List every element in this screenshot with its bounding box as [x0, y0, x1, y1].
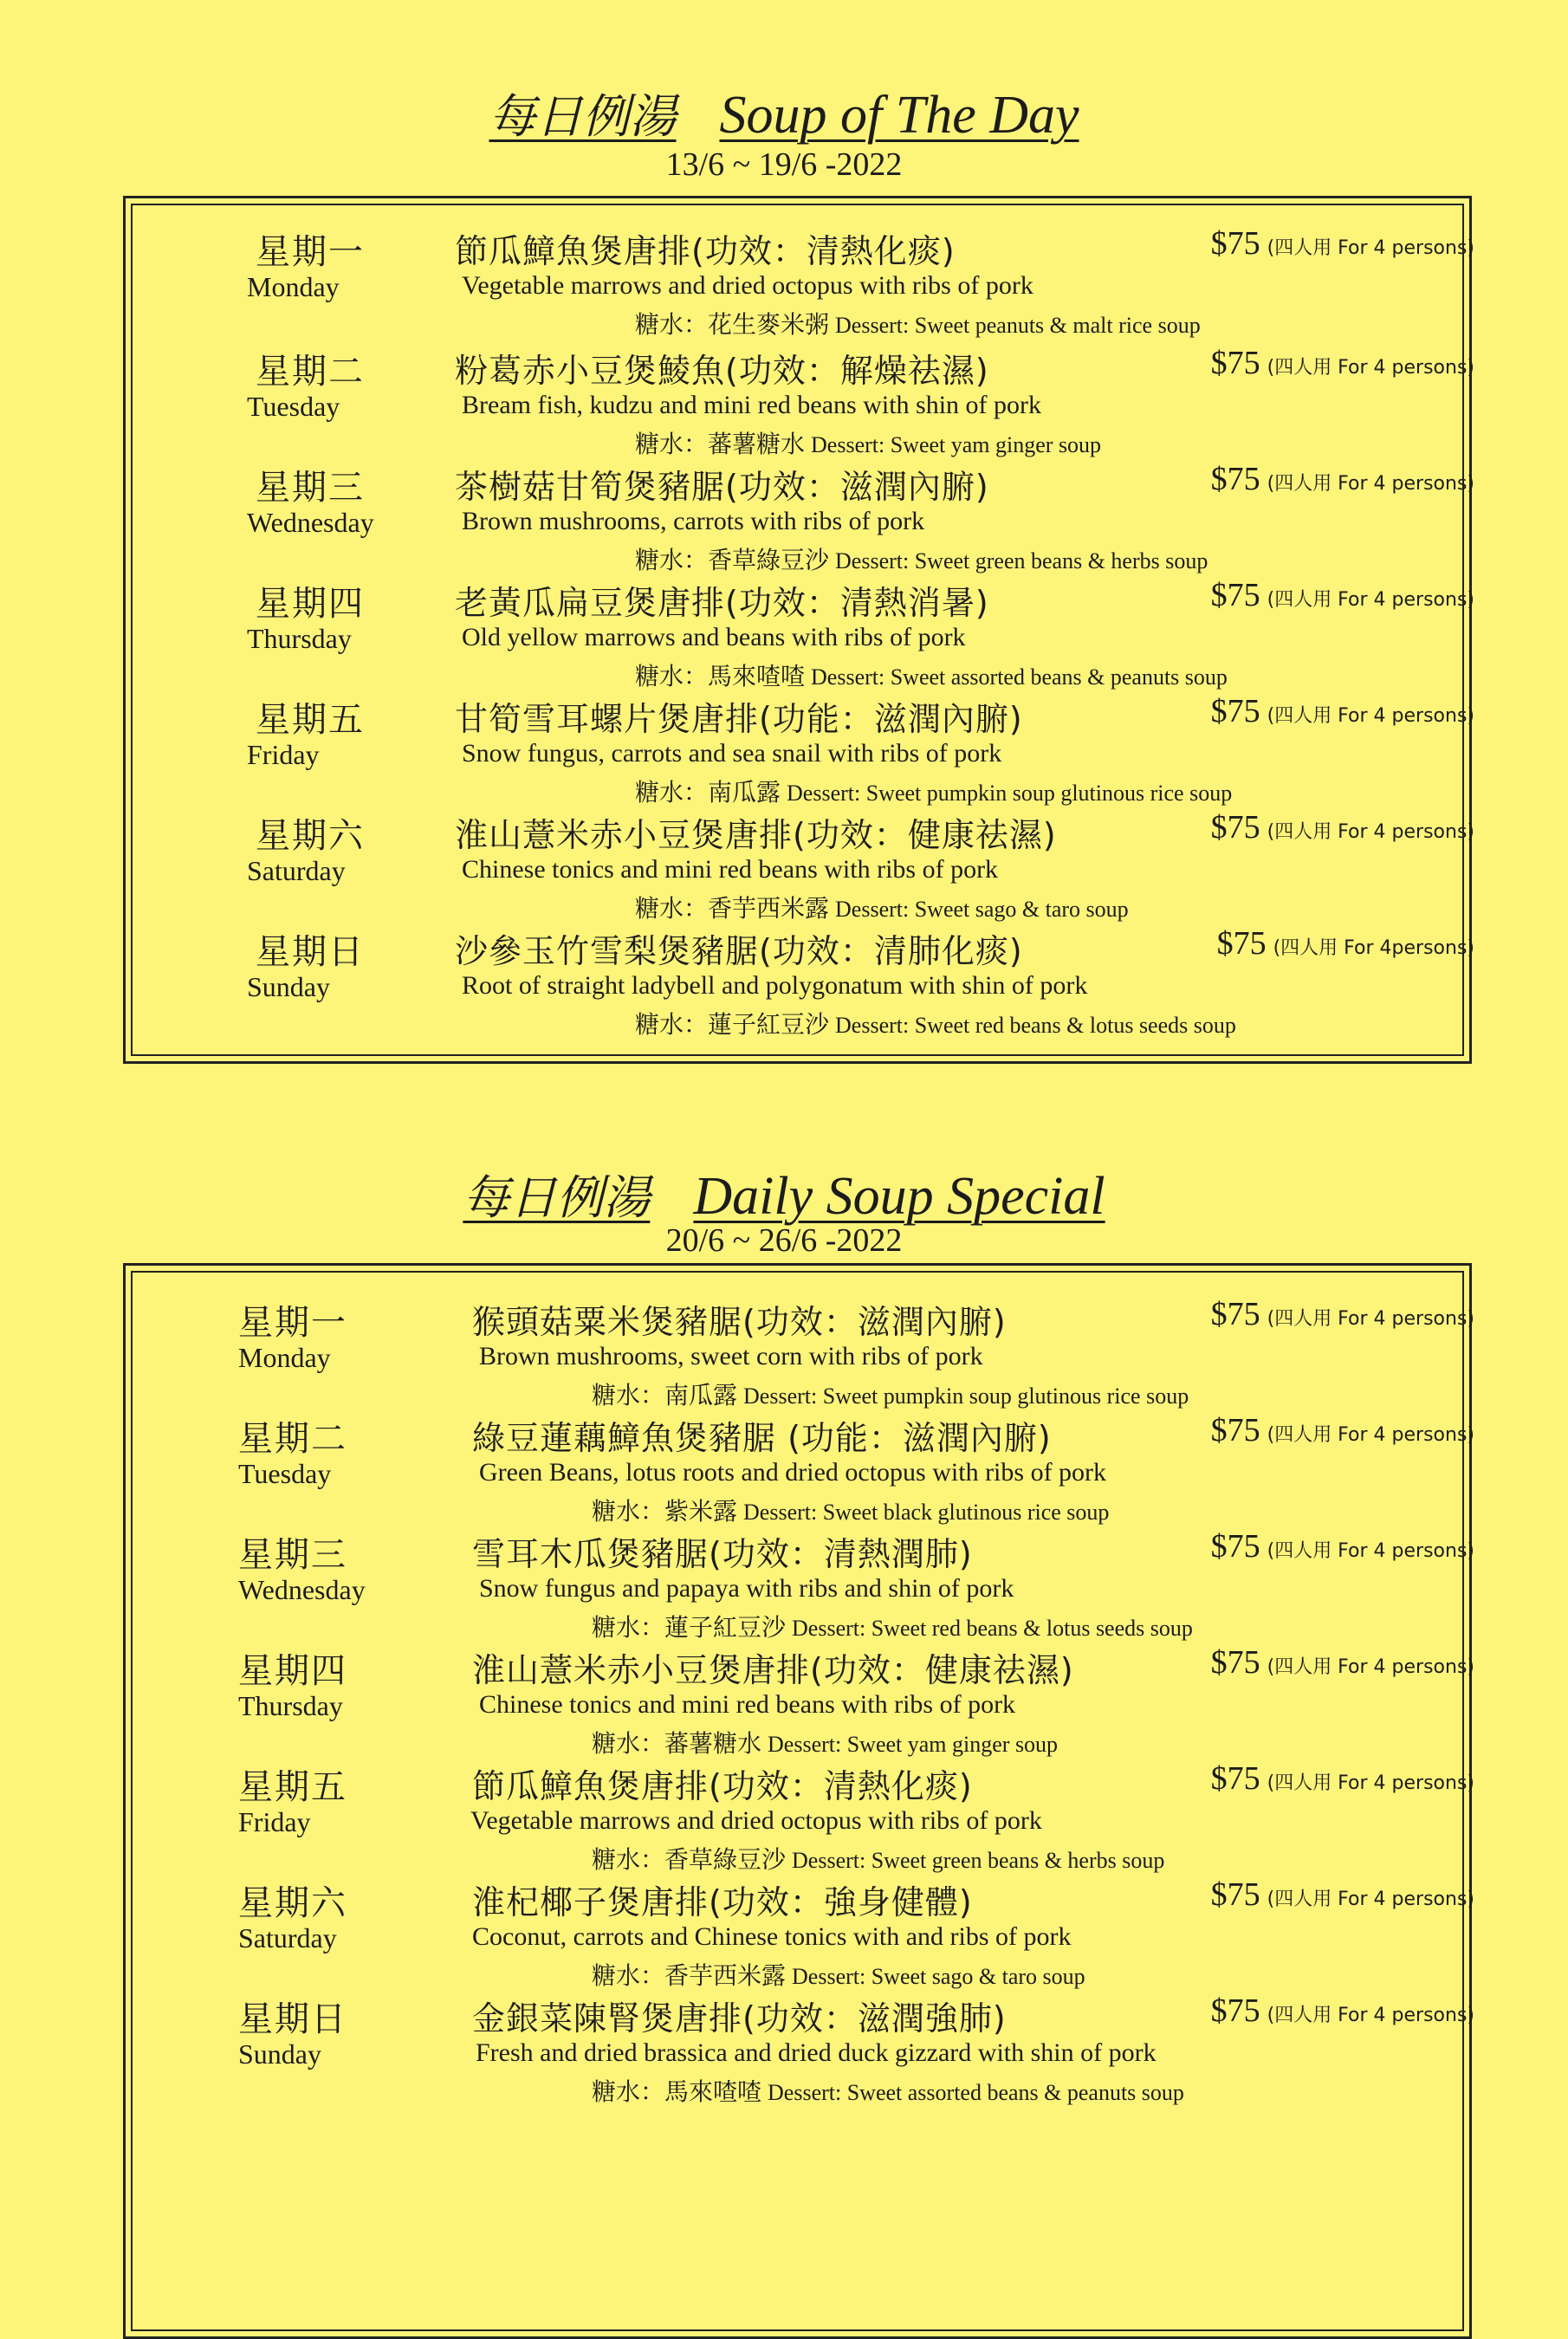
soup-name-zh: 金銀菜陳腎煲唐排(功效：滋潤強肺)	[472, 1999, 1007, 2038]
dessert-zh: 糖水：南瓜露	[592, 1381, 738, 1409]
dessert	[592, 1609, 1193, 1643]
dessert-zh: 糖水：香芋西米露	[635, 894, 830, 923]
price-note: (四人用 For 4 persons)	[1267, 1308, 1474, 1330]
day-zh: 星期一	[256, 232, 365, 272]
price-note: (四人用 For 4 persons)	[1267, 705, 1474, 727]
dessert	[635, 425, 1101, 460]
dessert-zh: 糖水：馬來喳喳	[592, 2077, 762, 2106]
dessert	[635, 541, 1208, 576]
dessert	[592, 1377, 1189, 1411]
price	[1211, 344, 1474, 382]
day-en: Saturday	[247, 855, 346, 886]
price-value: $75	[1210, 1992, 1260, 2029]
soup-name-zh: 節瓜鱆魚煲唐排(功效：清熱化痰)	[472, 1767, 973, 1805]
price-note: (四人用 For 4 persons)	[1267, 1424, 1474, 1446]
dessert	[635, 306, 1201, 340]
soup-name-zh: 節瓜鱆魚煲唐排(功效：清熱化痰)	[455, 232, 956, 270]
price-note: (四人用 For 4 persons)	[1267, 1656, 1474, 1678]
soup-name-zh: 老黃瓜扁豆煲唐排(功效：清熱消暑)	[455, 584, 989, 622]
dessert-en: Dessert: Sweet yam ginger soup	[768, 1732, 1059, 1757]
price-value: $75	[1210, 1644, 1260, 1681]
price-note: (四人用 For 4 persons)	[1267, 2005, 1474, 2026]
day-en: Tuesday	[238, 1458, 332, 1489]
day-en: Monday	[238, 1342, 331, 1373]
price-note: (四人用 For 4 persons)	[1267, 357, 1474, 379]
price-note: (四人用 For 4 persons)	[1267, 1540, 1474, 1562]
soup-name-en: Snow fungus, carrots and sea snail with ribs of pork	[462, 739, 1002, 768]
dessert-zh: 糖水：紫米露	[592, 1497, 738, 1526]
day-zh: 星期六	[256, 816, 365, 856]
price-note: (四人用 For 4 persons)	[1267, 1772, 1474, 1794]
date-range: 13/6 ~ 19/6 -2022	[665, 146, 903, 183]
price	[1211, 1643, 1474, 1681]
soup-name-zh: 粉葛赤小豆煲鯪魚(功效：解燥祛濕)	[455, 352, 989, 390]
soup-name-en: Brown mushrooms, sweet corn with ribs of pork	[479, 1342, 983, 1370]
price-note: (四人用 For 4 persons)	[1267, 1889, 1474, 1910]
menu-box	[123, 1263, 1472, 2339]
soup-name-zh: 淮山薏米赤小豆煲唐排(功效：健康祛濕)	[472, 1651, 1074, 1689]
dessert-en: Dessert: Sweet sago & taro soup	[835, 897, 1129, 922]
price-value: $75	[1210, 693, 1260, 729]
dessert-zh: 糖水：馬來喳喳	[635, 662, 806, 690]
soup-name-zh: 淮山薏米赤小豆煲唐排(功效：健康祛濕)	[455, 816, 1057, 854]
day-zh: 星期五	[256, 700, 365, 740]
price	[1211, 224, 1474, 262]
menu-title-en: Daily Soup Special	[693, 1167, 1105, 1226]
day-zh: 星期二	[256, 352, 365, 392]
price-note: (四人用 For 4 persons)	[1267, 589, 1474, 611]
soup-name-en: Brown mushrooms, carrots with ribs of pork	[462, 507, 925, 535]
dessert-en: Dessert: Sweet pumpkin soup glutinous rice soup	[743, 1383, 1189, 1409]
soup-name-zh: 雪耳木瓜煲豬腒(功效：清熱潤肺)	[472, 1535, 973, 1573]
day-zh: 星期三	[256, 468, 365, 508]
price-note: (四人用 For 4 persons)	[1267, 821, 1474, 843]
dessert-en: Dessert: Sweet assorted beans & peanuts soup	[811, 664, 1228, 690]
soup-name-en: Green Beans, lotus roots and dried octopus with ribs of pork	[479, 1458, 1107, 1487]
dessert-en: Dessert: Sweet assorted beans & peanuts soup	[768, 2080, 1184, 2105]
price-value: $75	[1210, 577, 1260, 613]
dessert-en: Dessert: Sweet red beans & lotus seeds soup	[835, 1013, 1236, 1038]
dessert	[635, 1006, 1236, 1040]
menu-title-en: Soup of The Day	[719, 86, 1079, 145]
price	[1211, 808, 1474, 846]
dessert	[592, 1841, 1164, 1876]
day-zh: 星期六	[238, 1883, 347, 1923]
day-zh: 星期五	[238, 1767, 347, 1807]
soup-name-en: Bream fish, kudzu and mini red beans with shin of pork	[462, 391, 1042, 419]
price-value: $75	[1210, 1760, 1260, 1797]
dessert	[592, 1957, 1085, 1992]
dessert-en: Dessert: Sweet green beans & herbs soup	[792, 1848, 1165, 1873]
soup-name-zh: 淮杞椰子煲唐排(功效：強身健體)	[472, 1883, 973, 1921]
soup-name-en: Old yellow marrows and beans with ribs of pork	[462, 623, 966, 651]
price	[1211, 1527, 1474, 1565]
price	[1217, 924, 1474, 962]
soup-name-zh: 猴頭菇粟米煲豬腒(功效：滋潤內腑)	[472, 1303, 1007, 1341]
price	[1211, 1759, 1474, 1798]
day-zh: 星期四	[238, 1651, 347, 1691]
date-range: 20/6 ~ 26/6 -2022	[665, 1222, 903, 1259]
soup-name-en: Fresh and dried brassica and dried duck gizzard with shin of pork	[476, 2038, 1157, 2067]
price	[1211, 1992, 1474, 2030]
day-en: Tuesday	[247, 391, 340, 422]
day-en: Wednesday	[247, 507, 374, 538]
day-en: Sunday	[238, 2038, 321, 2070]
dessert-zh: 糖水：蕃薯糖水	[635, 430, 806, 458]
dessert-en: Dessert: Sweet sago & taro soup	[792, 1964, 1085, 1989]
dessert	[635, 774, 1232, 808]
dessert-en: Dessert: Sweet pumpkin soup glutinous rice soup	[787, 781, 1233, 806]
price	[1211, 1295, 1474, 1333]
dessert-zh: 糖水：蓮子紅豆沙	[635, 1010, 830, 1039]
dessert	[592, 1725, 1058, 1759]
dessert-en: Dessert: Sweet yam ginger soup	[811, 432, 1102, 457]
day-en: Monday	[247, 271, 340, 302]
soup-name-en: Snow fungus and papaya with ribs and shin of pork	[479, 1574, 1014, 1603]
menu-title	[0, 1161, 1568, 1228]
day-en: Friday	[238, 1806, 311, 1837]
price	[1211, 692, 1474, 730]
day-en: Wednesday	[238, 1574, 366, 1605]
soup-name-en: Chinese tonics and mini red beans with ribs of pork	[479, 1690, 1016, 1719]
soup-name-zh: 茶樹菇甘筍煲豬腒(功效：滋潤內腑)	[455, 468, 989, 506]
dessert	[635, 658, 1228, 692]
day-zh: 星期一	[238, 1303, 347, 1343]
price	[1211, 1876, 1474, 1914]
day-zh: 星期三	[238, 1535, 347, 1575]
price-value: $75	[1210, 1296, 1260, 1332]
dessert-en: Dessert: Sweet black glutinous rice soup	[743, 1500, 1110, 1525]
soup-name-en: Coconut, carrots and Chinese tonics with and ribs of pork	[472, 1922, 1072, 1951]
dessert-zh: 糖水：蓮子紅豆沙	[592, 1613, 787, 1642]
soup-name-zh: 沙參玉竹雪梨煲豬腒(功效：清肺化痰)	[455, 932, 1023, 970]
price	[1211, 576, 1474, 614]
soup-name-en: Root of straight ladybell and polygonatum with shin of pork	[462, 971, 1088, 1000]
price-value: $75	[1210, 225, 1260, 262]
dessert	[592, 2073, 1184, 2108]
menu-title	[0, 80, 1568, 146]
price-value: $75	[1210, 345, 1260, 381]
day-zh: 星期二	[238, 1419, 347, 1459]
soup-name-zh: 甘筍雪耳螺片煲唐排(功能：滋潤內腑)	[455, 700, 1023, 738]
day-en: Sunday	[247, 971, 330, 1002]
dessert-zh: 糖水：香草綠豆沙	[592, 1845, 787, 1874]
price-note: (四人用 For 4persons)	[1273, 937, 1474, 959]
day-en: Saturday	[238, 1922, 337, 1953]
dessert-zh: 糖水：蕃薯糖水	[592, 1729, 762, 1758]
day-en: Thursday	[247, 623, 352, 654]
price-value: $75	[1210, 1412, 1260, 1448]
soup-name-en: Vegetable marrows and dried octopus with ribs of pork	[470, 1806, 1042, 1835]
dessert-en: Dessert: Sweet red beans & lotus seeds soup	[792, 1616, 1193, 1641]
day-zh: 星期日	[238, 1999, 347, 2039]
price	[1211, 1411, 1474, 1449]
dessert-zh: 糖水：香草綠豆沙	[635, 546, 830, 574]
dessert-zh: 糖水：南瓜露	[635, 778, 781, 807]
soup-name-zh: 綠豆蓮藕鱆魚煲豬腒 (功能：滋潤內腑)	[472, 1419, 1052, 1457]
price-value: $75	[1210, 1876, 1260, 1913]
dessert-en: Dessert: Sweet green beans & herbs soup	[835, 548, 1208, 573]
menu-title-zh: 每日例湯	[489, 89, 677, 144]
price-note: (四人用 For 4 persons)	[1267, 473, 1474, 495]
dessert-zh: 糖水：花生麥米粥	[635, 310, 830, 339]
price-value: $75	[1210, 461, 1260, 497]
day-en: Friday	[247, 739, 320, 770]
dessert	[592, 1493, 1109, 1527]
price-note: (四人用 For 4 persons)	[1267, 237, 1474, 259]
dessert	[635, 890, 1129, 924]
dessert-en: Dessert: Sweet peanuts & malt rice soup	[835, 313, 1201, 338]
day-en: Thursday	[238, 1690, 343, 1721]
menu-title-zh: 每日例湯	[463, 1170, 651, 1225]
price-value: $75	[1210, 809, 1260, 846]
price-value: $75	[1216, 925, 1267, 962]
soup-name-en: Vegetable marrows and dried octopus with ribs of pork	[462, 271, 1033, 300]
menu-box	[123, 196, 1472, 1064]
price	[1211, 460, 1474, 498]
dessert-zh: 糖水：香芋西米露	[592, 1961, 787, 1990]
price-value: $75	[1210, 1528, 1260, 1565]
day-zh: 星期日	[256, 932, 365, 972]
soup-name-en: Chinese tonics and mini red beans with ribs of pork	[462, 855, 999, 884]
day-zh: 星期四	[256, 584, 365, 624]
